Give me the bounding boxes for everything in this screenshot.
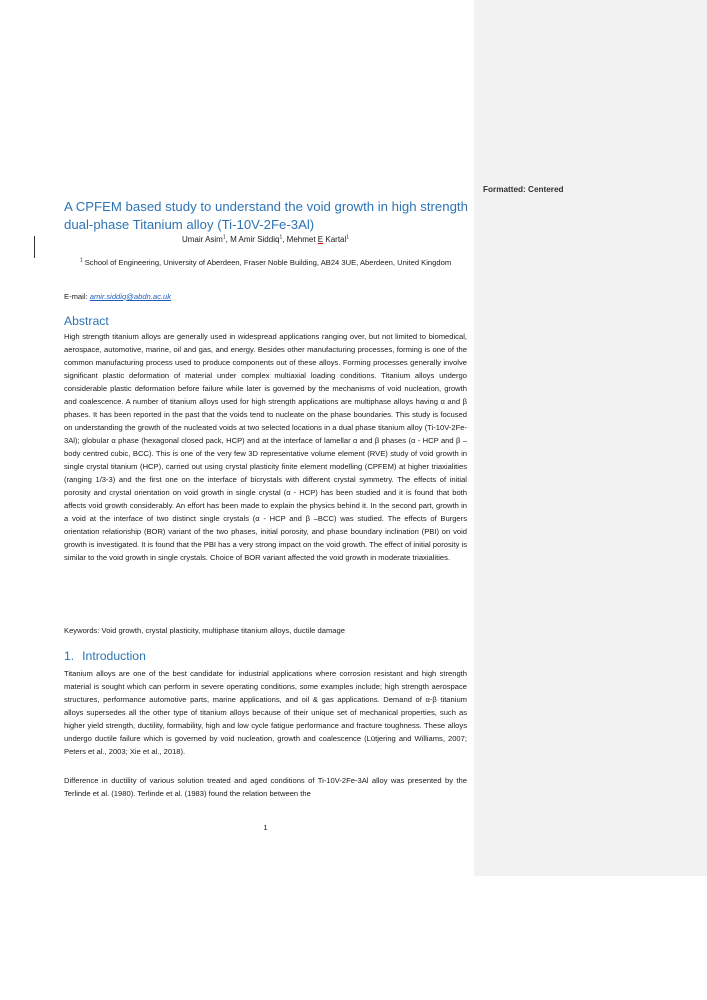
author-affil-sup: 1 xyxy=(222,234,226,241)
intro-paragraph-1: Titanium alloys are one of the best candidate for industrial applications where corrosion resistant and high strength material is sought which can perform in severe operating conditions, some examples include; high strength aerospace structures, performance automotive parts, marine applications, and oil & gas applications. Demand of α-β titanium alloys supersedes all the other type of titanium alloys because of their unique set of mechanical properties, such as higher yield strength, ductility, formability, high and low cycle fatigue performance and fracture toughness. These alloys undergo ductile failure which is governed by void nucleation, growth and coalescence (Lütjering and Williams, 2007; Peters et al., 2003; Xie et al., 2018). xyxy=(64,669,467,756)
email-label: E-mail: xyxy=(64,292,90,301)
affiliation-text: School of Engineering, University of Aberdeen, Fraser Noble Building, AB24 3UE, Aberdeen, United Kingdom xyxy=(82,258,452,267)
section-title: Introduction xyxy=(82,649,146,663)
affiliation xyxy=(64,256,467,269)
comment-format-label[interactable]: Formatted: Centered xyxy=(483,185,564,194)
author-name-prefix: Mehmet xyxy=(286,235,318,244)
email-link[interactable]: amir.siddiq@abdn.ac.uk xyxy=(89,292,172,301)
introduction-heading xyxy=(64,648,146,665)
email-line xyxy=(64,291,171,303)
author-affil-sup: 1 xyxy=(279,234,283,241)
author-line: Umair Asim$^1$, M Amir Siddiq$^1$, Mehmet E Kartal$^1$ xyxy=(181,234,350,244)
comment-pane xyxy=(474,0,707,876)
keywords-line: Keywords: Void growth, crystal plasticity, multiphase titanium alloys, ductile damage xyxy=(64,626,345,635)
author-name: Umair Asim xyxy=(181,235,223,244)
abstract-text: High strength titanium alloys are generally used in widespread applications ranging over, but not limited to biomedical, aerospace, automotive, marine, oil and gas, and energy. Besides other manufacturing processes, forming is one of the common manufacturing process used to produce components out of these alloys. Forming processes generally involve significant plastic deformation of material under complex multiaxial loading conditions. Titanium alloys undergo considerable plastic deformation before failure while later is governed by the mechanisms of void nucleation, growth and coalescence. A number of titanium alloys used for high strength applications are multiphase alloys having α and β phases. It has been reported in the past that the voids tend to nucleate on the phase boundaries. This study is focused on understanding the growth of the nucleated voids at two selected locations in a dual phase titanium alloy (Ti-10V-2Fe-3Al); globular α phase (hexagonal closed pack, HCP) and at the interface of lamellar α and β phases (α - HCP and β – body centred cubic, BCC). This is one of the very few 3D representative volume element (RVE) study of void growth in single crystal titanium (HCP), carried out using crystal plasticity finite element modelling (CPFEM) at higher triaxialities (ranging 1/3-3) and the first one on the interface of bicrystals with different crystal symmetry. The effects of initial porosity and crystal orientation on void growth in single crystal (α - HCP) has been studied and it is found that both affects void growth considerably. An effort has been made to explain the physics behind it. In the second part, growth in a void at the interface of two distinct single crystals (α - HCP and β –BCC) was studied. The effects of Burgers orientation relationship (BOR) variant of the two phases, initial porosity, and phase boundary inclination (PBI) on void growth is investigated. It is found that the PBI has a very strong impact on the void growth. The effect of initial porosity is similar to the void growth in single crystals. Choice of BOR variant affected the void growth in moderate triaxialities. xyxy=(64,332,467,562)
abstract-heading: Abstract xyxy=(64,314,109,328)
author-name-suffix: Kartal xyxy=(323,235,347,244)
intro-paragraph-2: Difference in ductility of various solution treated and aged conditions of Ti-10V-2Fe-3Al alloy was presented by the Terlinde et al. (1980). Terlinde et al. (1983) found the relation between the xyxy=(64,776,467,798)
paper-title: A CPFEM based study to understand the void growth in high strength dual-phase Titanium alloy (Ti-10V-2Fe-3Al) xyxy=(64,199,468,232)
author-name: M Amir Siddiq xyxy=(230,235,280,244)
affiliation-sup: 1 xyxy=(79,257,83,264)
author-affil-sup: 1 xyxy=(346,234,350,241)
text-cursor xyxy=(34,236,35,258)
page-number: 1 xyxy=(263,823,268,832)
section-number: 1. xyxy=(64,649,75,663)
spell-marked-initial[interactable]: E xyxy=(317,235,324,244)
